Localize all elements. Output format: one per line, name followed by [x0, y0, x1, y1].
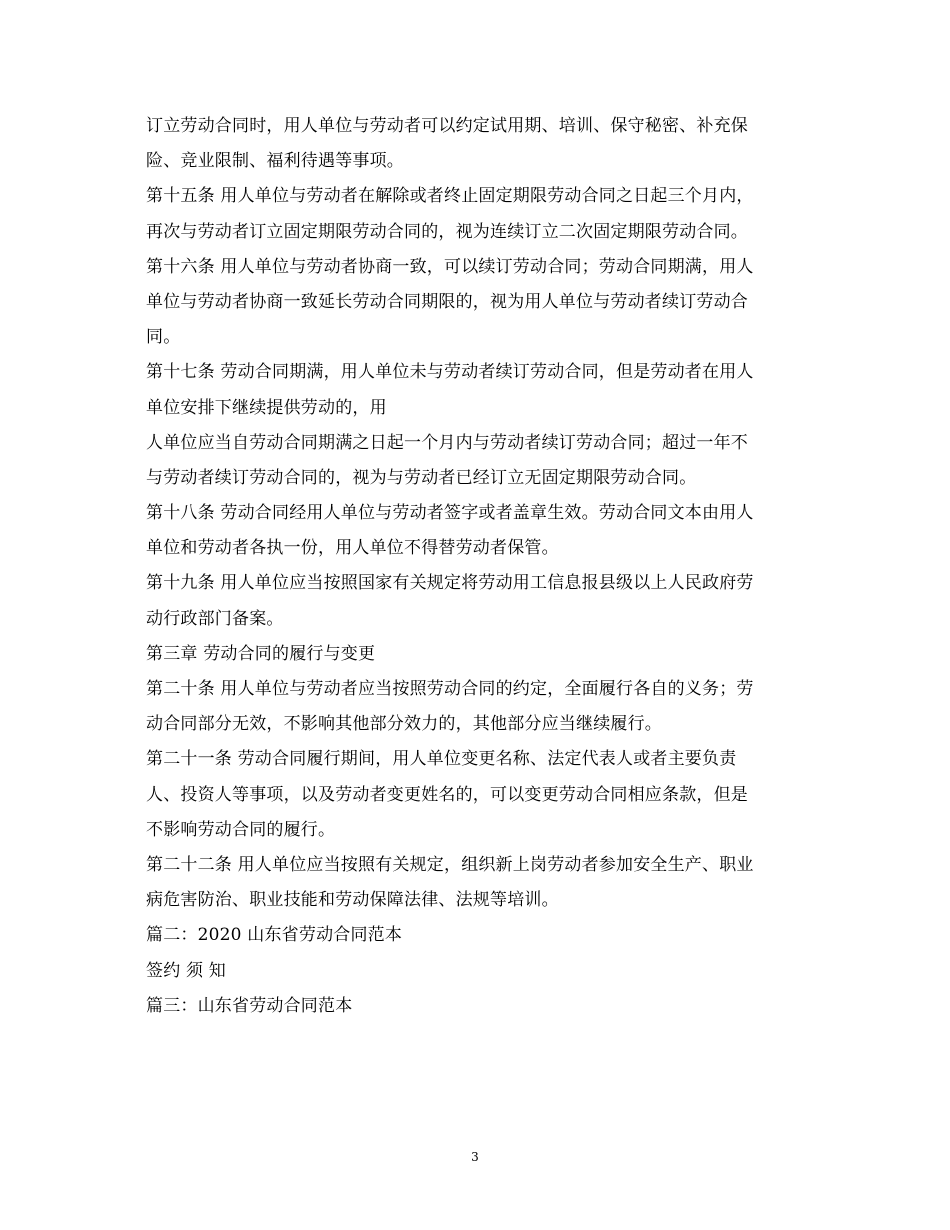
text-line: 人单位应当自劳动合同期满之日起一个月内与劳动者续订劳动合同；超过一年不 — [146, 432, 748, 453]
text-line: 单位与劳动者协商一致延长劳动合同期限的，视为用人单位与劳动者续订劳动合 — [146, 291, 748, 312]
text-line: 与劳动者续订劳动合同的，视为与劳动者已经订立无固定期限劳动合同。 — [146, 467, 697, 488]
text-line: 第十七条 劳动合同期满，用人单位未与劳动者续订劳动合同，但是劳动者在用人 — [146, 362, 754, 383]
text-line: 第三章 劳动合同的履行与变更 — [146, 643, 376, 664]
text-line: 动合同部分无效，不影响其他部分效力的，其他部分应当继续履行。 — [146, 714, 662, 735]
text-line: 第十五条 用人单位与劳动者在解除或者终止固定期限劳动合同之日起三个月内， — [146, 186, 754, 207]
text-line: 不影响劳动合同的履行。 — [146, 819, 336, 840]
text-line: 订立劳动合同时，用人单位与劳动者可以约定试用期、培训、保守秘密、补充保 — [146, 116, 748, 136]
text-line: 第十九条 用人单位应当按照国家有关规定将劳动用工信息报县级以上人民政府劳 — [146, 573, 754, 594]
text-line: 单位和劳动者各执一份，用人单位不得替劳动者保管。 — [146, 538, 559, 559]
text-line: 第二十一条 劳动合同履行期间，用人单位变更名称、法定代表人或者主要负责 — [146, 749, 737, 770]
text-line: 单位安排下继续提供劳动的，用 — [146, 397, 387, 418]
text-line: 险、竞业限制、福利待遇等事项。 — [146, 151, 404, 172]
text-line: 第二十二条 用人单位应当按照有关规定，组织新上岗劳动者参加安全生产、职业 — [146, 854, 754, 875]
text-line: 签约 须 知 — [146, 960, 227, 981]
page-number: 3 — [471, 1150, 479, 1164]
text-line: 再次与劳动者订立固定期限劳动合同的，视为连续订立二次固定期限劳动合同。 — [146, 221, 748, 242]
text-line: 第十六条 用人单位与劳动者协商一致，可以续订劳动合同；劳动合同期满，用人 — [146, 256, 754, 277]
text-line: 病危害防治、职业技能和劳动保障法律、法规等培训。 — [146, 890, 559, 911]
document-body — [146, 116, 810, 1031]
text-line: 第十八条 劳动合同经用人单位与劳动者签字或者盖章生效。劳动合同文本由用人 — [146, 503, 754, 524]
text-line: 篇二：2020 山东省劳动合同范本 — [146, 925, 403, 946]
text-line: 篇三：山东省劳动合同范本 — [146, 995, 353, 1016]
text-line: 同。 — [146, 327, 181, 348]
text-line: 动行政部门备案。 — [146, 608, 284, 629]
text-line: 第二十条 用人单位与劳动者应当按照劳动合同的约定，全面履行各自的义务；劳 — [146, 679, 754, 699]
text-line: 人、投资人等事项，以及劳动者变更姓名的，可以变更劳动合同相应条款，但是 — [146, 784, 748, 805]
